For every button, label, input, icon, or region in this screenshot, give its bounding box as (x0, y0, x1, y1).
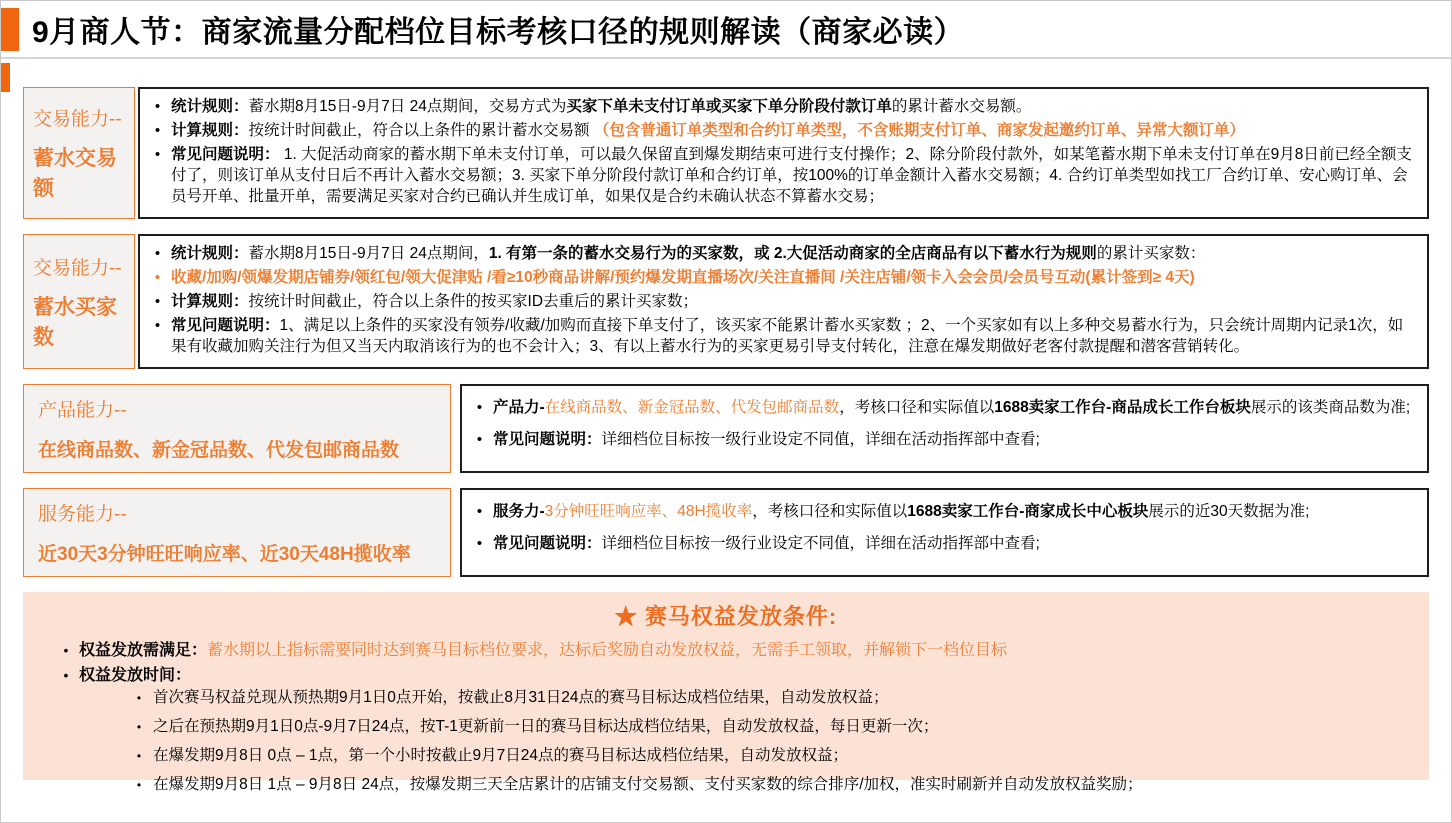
text-segment: ，考核口径和实际值以 (752, 503, 908, 520)
text-segment: 收藏/加购/领爆发期店铺券/领红包/领大促津贴 /看≥10秒商品讲解/预约爆发期直播场次/关注直播间 /关注店铺/领卡入会会员/会员号互动(累计签到≥ 4天) (171, 269, 1195, 286)
text-segment: 在线商品数、新金冠品数、代发包邮商品数 (544, 399, 840, 416)
race-bullet-text (79, 663, 1429, 688)
section-row-service (23, 488, 1429, 577)
bullet-marker: • (154, 146, 161, 163)
text-segment: 权益发放时间： (79, 667, 192, 684)
race-sub-bullet-text: 之后在预热期9月1日0点-9月7日24点，按T-1更新前一日的赛马目标达成档位结果，自动发放权益，每日更新一次； (153, 718, 939, 735)
race-sub-bullet-text: 在爆发期9月8日 0点 – 1点，第一个小时按截止9月7日24点的赛马目标达成档位结果，自动发放权益； (153, 747, 849, 764)
bullet-item (144, 243, 1417, 264)
bullet-text (493, 497, 1417, 526)
text-segment: 蓄水期8月15日-9月7日 24点期间， (248, 245, 489, 262)
text-segment: 买家下单未支付订单或买家下单分阶段付款订单 (566, 98, 892, 115)
section-label-line1: 产品能力-- (38, 400, 127, 421)
bullet-text (493, 425, 1417, 454)
bullet-marker: • (154, 317, 161, 334)
bullet-marker: • (63, 642, 69, 658)
bullet-item (144, 120, 1417, 141)
bullet-text (493, 393, 1417, 422)
bullet-item (466, 425, 1417, 454)
text-segment: 展示的近30天数据为准; (1148, 503, 1310, 520)
section-label-line2: 在线商品数、新金冠品数、代发包邮商品数 (38, 440, 400, 461)
section-label-line2: 近30天3分钟旺旺响应率、近30天48H揽收率 (38, 544, 411, 565)
bullet-text (171, 315, 1417, 357)
text-segment: 计算规则： (171, 293, 249, 310)
bullet-item (466, 497, 1417, 526)
text-segment: 1、满足以上条件的买家没有领券/收藏/加购而直接下单支付了，该买家不能累计蓄水买家数 ；2、一个买家如有以上多种交易蓄水行为，只会统计周期内记录1次，如果有收藏加购关注行为但又当天内取消该行为的也不会计入；3、有以上蓄水行为的买家更易引导支付转化，注意在爆发期做好老客付款提醒和潜客营销转化。 (171, 317, 1404, 355)
bullet-text (171, 243, 1417, 264)
bullet-marker: • (154, 293, 161, 310)
text-segment: 常见问题说明： (493, 431, 602, 448)
text-segment: 详细档位目标按一级行业设定不同值，详细在活动指挥部中查看; (601, 535, 1040, 552)
bullet-marker: • (136, 749, 142, 763)
text-segment: 展示的该类商品数为准; (1250, 399, 1411, 416)
text-segment: 的累计买家数： (1096, 245, 1206, 262)
bullet-marker: • (476, 431, 483, 448)
bullet-marker: • (136, 778, 142, 792)
bullet-text (171, 267, 1417, 288)
race-benefits-panel (23, 592, 1429, 793)
sections-container (1, 59, 1451, 577)
bullet-text (493, 529, 1417, 558)
section-content-trade-buyers (138, 234, 1429, 369)
bullet-item (144, 267, 1417, 288)
text-segment: 3分钟旺旺响应率、48H揽收率 (544, 503, 753, 520)
section-label-line1: 交易能力-- (33, 257, 122, 279)
bullet-marker: • (154, 245, 161, 262)
text-segment: ，考核口径和实际值以 (839, 399, 995, 416)
race-panel-content (23, 638, 1429, 795)
bullet-marker: • (476, 535, 483, 552)
bullet-marker: • (154, 269, 161, 286)
page-title: 9月商人节：商家流量分配档位目标考核口径的规则解读（商家必读） (32, 16, 965, 49)
section-content-service (460, 488, 1429, 577)
section-label-line2: 蓄水买家数 (33, 295, 117, 349)
bullet-item (466, 529, 1417, 558)
text-segment: 蓄水期8月15日-9月7日 24点期间，交易方式为 (248, 98, 567, 115)
text-segment: 蓄水期以上指标需要同时达到赛马目标档位要求，达标后奖励自动发放权益，无需手工领取，并解锁下一档位目标 (207, 642, 1008, 659)
race-sub-bullet-text: 在爆发期9月8日 1点 – 9月8日 24点，按爆发期三天全店累计的店铺支付交易额、支付买家数的综合排序/加权，准实时刷新并自动发放权益奖励； (153, 776, 1143, 793)
section-row-trade-amount (23, 87, 1429, 219)
race-sub-bullet (125, 717, 1429, 737)
text-segment: 的累计蓄水交易额。 (891, 98, 1032, 115)
bullet-item (466, 393, 1417, 422)
race-panel-title: ★ 赛马权益发放条件: (614, 604, 838, 629)
race-bullet (53, 663, 1429, 688)
bullet-text (171, 120, 1417, 141)
section-label-service (23, 488, 451, 577)
bullet-text (171, 144, 1417, 207)
text-segment: 常见问题说明： (171, 146, 280, 163)
bullet-item (144, 291, 1417, 312)
text-segment: （包含普通订单类型和合约订单类型，不含账期支付订单、商家发起邀约订单、异常大额订单） (593, 122, 1245, 139)
bullet-marker: • (63, 667, 69, 683)
left-accent-bar (1, 63, 10, 92)
text-segment: 常见问题说明： (493, 535, 602, 552)
text-segment: 按统计时间截止，符合以上条件的累计蓄水交易额 (248, 122, 594, 139)
bullet-marker: • (476, 503, 483, 520)
section-label-line2: 蓄水交易额 (33, 147, 117, 200)
section-label-trade-amount (23, 87, 135, 219)
race-bullet (53, 638, 1429, 663)
title-accent-block (1, 8, 19, 51)
bullet-marker: • (154, 98, 161, 115)
section-label-line1: 交易能力-- (33, 109, 122, 130)
text-segment: 权益发放需满足： (79, 642, 208, 659)
bullet-text (171, 291, 1417, 312)
section-label-trade-buyers (23, 234, 135, 369)
text-segment: 服务力- (493, 503, 545, 520)
title-bar (1, 1, 1451, 57)
text-segment: 1688卖家工作台-商品成长工作台板块 (994, 399, 1251, 416)
race-sub-bullet (125, 775, 1429, 795)
section-content-trade-amount (138, 87, 1429, 219)
section-label-line1: 服务能力-- (38, 504, 127, 525)
bullet-marker: • (136, 720, 142, 734)
bullet-item (144, 144, 1417, 207)
section-row-trade-buyers (23, 234, 1429, 369)
bullet-text (171, 96, 1417, 117)
race-bullet-text (79, 638, 1429, 663)
section-row-product (23, 384, 1429, 473)
race-sub-bullet-text: 首次赛马权益兑现从预热期9月1日0点开始，按截止8月31日24点的赛马目标达成档位结果，自动发放权益； (153, 689, 889, 706)
text-segment: 1. 有第一条的蓄水交易行为的买家数，或 2.大促活动商家的全店商品有以下蓄水行为规则 (488, 245, 1097, 262)
text-segment: 按统计时间截止，符合以上条件的按买家ID去重后的累计买家数； (248, 293, 699, 310)
text-segment: 1. 大促活动商家的蓄水期下单未支付订单，可以最久保留直到爆发期结束可进行支付操作；2、除分阶段付款外，如某笔蓄水期下单未支付订单在9月8日前已经全额支付了，则该订单从支付日后不再计入蓄水交易额；3. 买家下单分阶段付款订单和合约订单，按100%的订单金额计入蓄水交易额；4. 合约订单类型如找工厂合约订单、安心购订单、会员号开单、批量开单，需要满足买家对合约已确认并生成订单，如果仅是合约未确认状态不算蓄水交易； (171, 146, 1412, 205)
race-sub-bullet (125, 688, 1429, 708)
text-segment: 1688卖家工作台-商家成长中心板块 (907, 503, 1149, 520)
bullet-marker: • (154, 122, 161, 139)
bullet-item (144, 96, 1417, 117)
text-segment: 统计规则： (171, 98, 249, 115)
race-sub-bullet (125, 746, 1429, 766)
text-segment: 详细档位目标按一级行业设定不同值，详细在活动指挥部中查看; (601, 431, 1040, 448)
section-content-product (460, 384, 1429, 473)
bullet-marker: • (136, 691, 142, 705)
text-segment: 产品力- (493, 399, 545, 416)
text-segment: 常见问题说明： (171, 317, 280, 334)
bullet-marker: • (476, 399, 483, 416)
section-label-product (23, 384, 451, 473)
text-segment: 计算规则： (171, 122, 249, 139)
bullet-item (144, 315, 1417, 357)
text-segment: 统计规则： (171, 245, 249, 262)
